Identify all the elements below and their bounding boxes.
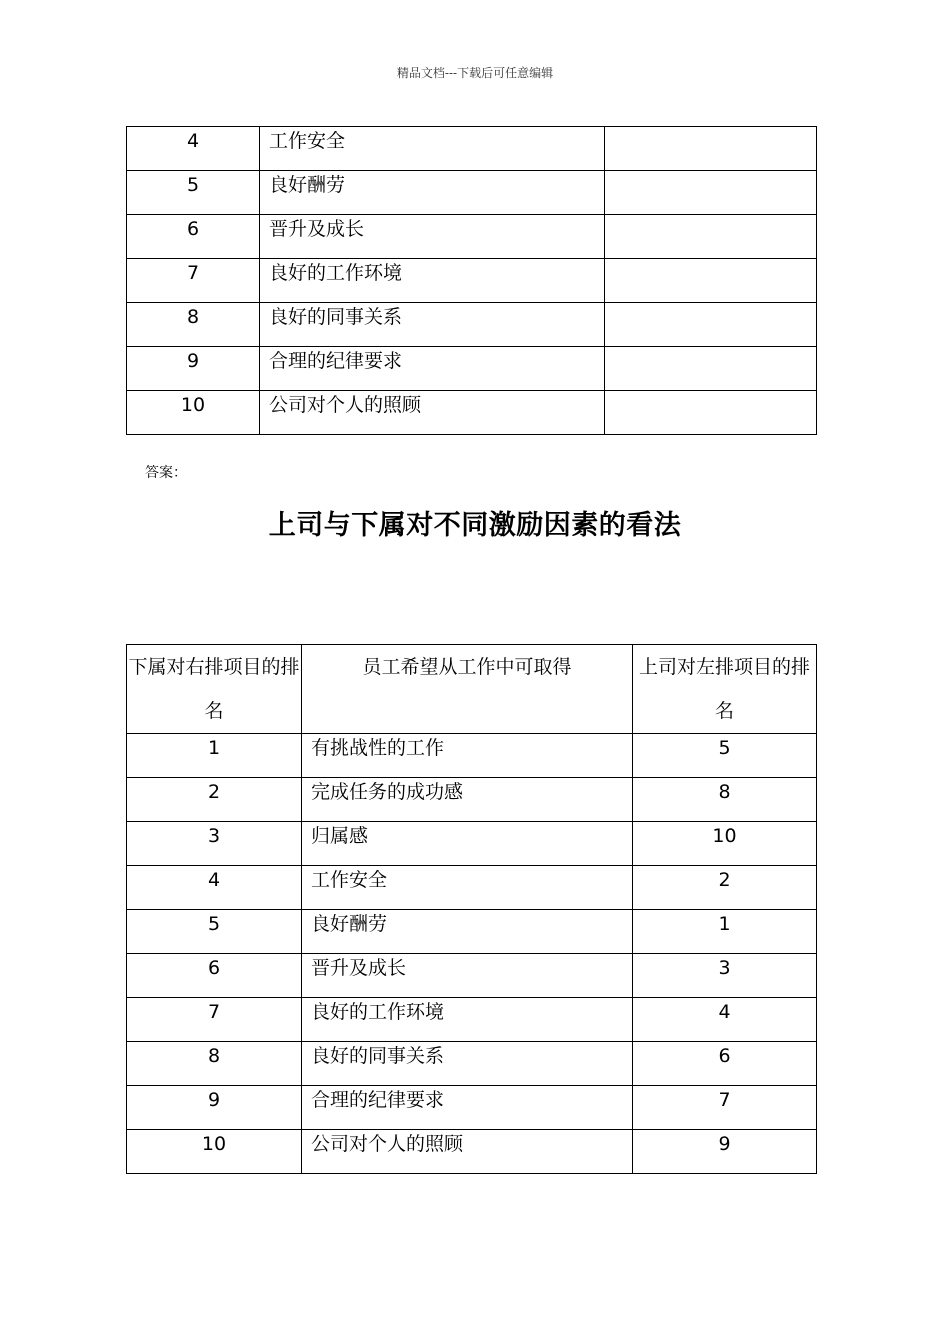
supervisor-rank-cell: 6	[633, 1042, 817, 1086]
subordinate-rank-cell: 1	[127, 734, 302, 778]
rank-cell: 6	[127, 215, 260, 259]
rank-cell: 8	[127, 303, 260, 347]
value-cell	[605, 347, 817, 391]
table-row	[127, 127, 817, 171]
supervisor-rank-cell: 10	[633, 822, 817, 866]
header-item: 员工希望从工作中可取得	[302, 645, 633, 734]
supervisor-rank-cell: 3	[633, 954, 817, 998]
subordinate-rank-cell: 10	[127, 1130, 302, 1174]
item-cell: 公司对个人的照顾	[260, 391, 605, 435]
item-cell: 晋升及成长	[302, 954, 633, 998]
supervisor-rank-cell: 5	[633, 734, 817, 778]
answer-label: 答案：	[145, 465, 187, 481]
value-cell	[605, 391, 817, 435]
page-title: 上司与下属对不同激励因素的看法	[268, 510, 682, 541]
table-row	[127, 778, 817, 822]
rank-cell: 5	[127, 171, 260, 215]
item-cell: 归属感	[302, 822, 633, 866]
item-cell: 良好酬劳	[260, 171, 605, 215]
table-row	[127, 910, 817, 954]
subordinate-rank-cell: 6	[127, 954, 302, 998]
subordinate-rank-cell: 2	[127, 778, 302, 822]
item-cell: 有挑战性的工作	[302, 734, 633, 778]
table-row	[127, 866, 817, 910]
item-cell: 完成任务的成功感	[302, 778, 633, 822]
table-row	[127, 998, 817, 1042]
item-cell: 工作安全	[260, 127, 605, 171]
ranking-table-top	[126, 126, 817, 435]
motivation-ranking-table	[126, 644, 817, 1174]
subordinate-rank-cell: 5	[127, 910, 302, 954]
table-row	[127, 1042, 817, 1086]
table-row	[127, 1130, 817, 1174]
item-cell: 良好的同事关系	[302, 1042, 633, 1086]
rank-cell: 4	[127, 127, 260, 171]
value-cell	[605, 171, 817, 215]
rank-cell: 7	[127, 259, 260, 303]
supervisor-rank-cell: 7	[633, 1086, 817, 1130]
supervisor-rank-cell: 4	[633, 998, 817, 1042]
header-supervisor-rank: 上司对左排项目的排名	[633, 645, 817, 734]
header-subordinate-rank: 下属对右排项目的排名	[127, 645, 302, 734]
table-row	[127, 822, 817, 866]
table-row	[127, 734, 817, 778]
table-row	[127, 171, 817, 215]
supervisor-rank-cell: 9	[633, 1130, 817, 1174]
value-cell	[605, 127, 817, 171]
value-cell	[605, 259, 817, 303]
subordinate-rank-cell: 3	[127, 822, 302, 866]
item-cell: 晋升及成长	[260, 215, 605, 259]
item-cell: 良好的工作环境	[302, 998, 633, 1042]
item-cell: 良好的工作环境	[260, 259, 605, 303]
header-note: 精品文档---下载后可任意编辑	[396, 66, 554, 80]
value-cell	[605, 303, 817, 347]
table-row	[127, 1086, 817, 1130]
table-header-row	[127, 645, 817, 734]
table-row	[127, 215, 817, 259]
supervisor-rank-cell: 8	[633, 778, 817, 822]
table-row	[127, 954, 817, 998]
item-cell: 良好的同事关系	[260, 303, 605, 347]
supervisor-rank-cell: 2	[633, 866, 817, 910]
value-cell	[605, 215, 817, 259]
rank-cell: 10	[127, 391, 260, 435]
subordinate-rank-cell: 8	[127, 1042, 302, 1086]
item-cell: 合理的纪律要求	[302, 1086, 633, 1130]
table-row	[127, 391, 817, 435]
rank-cell: 9	[127, 347, 260, 391]
item-cell: 公司对个人的照顾	[302, 1130, 633, 1174]
table-row	[127, 347, 817, 391]
table-row	[127, 303, 817, 347]
item-cell: 良好酬劳	[302, 910, 633, 954]
item-cell: 工作安全	[302, 866, 633, 910]
item-cell: 合理的纪律要求	[260, 347, 605, 391]
supervisor-rank-cell: 1	[633, 910, 817, 954]
subordinate-rank-cell: 9	[127, 1086, 302, 1130]
table-row	[127, 259, 817, 303]
subordinate-rank-cell: 4	[127, 866, 302, 910]
subordinate-rank-cell: 7	[127, 998, 302, 1042]
